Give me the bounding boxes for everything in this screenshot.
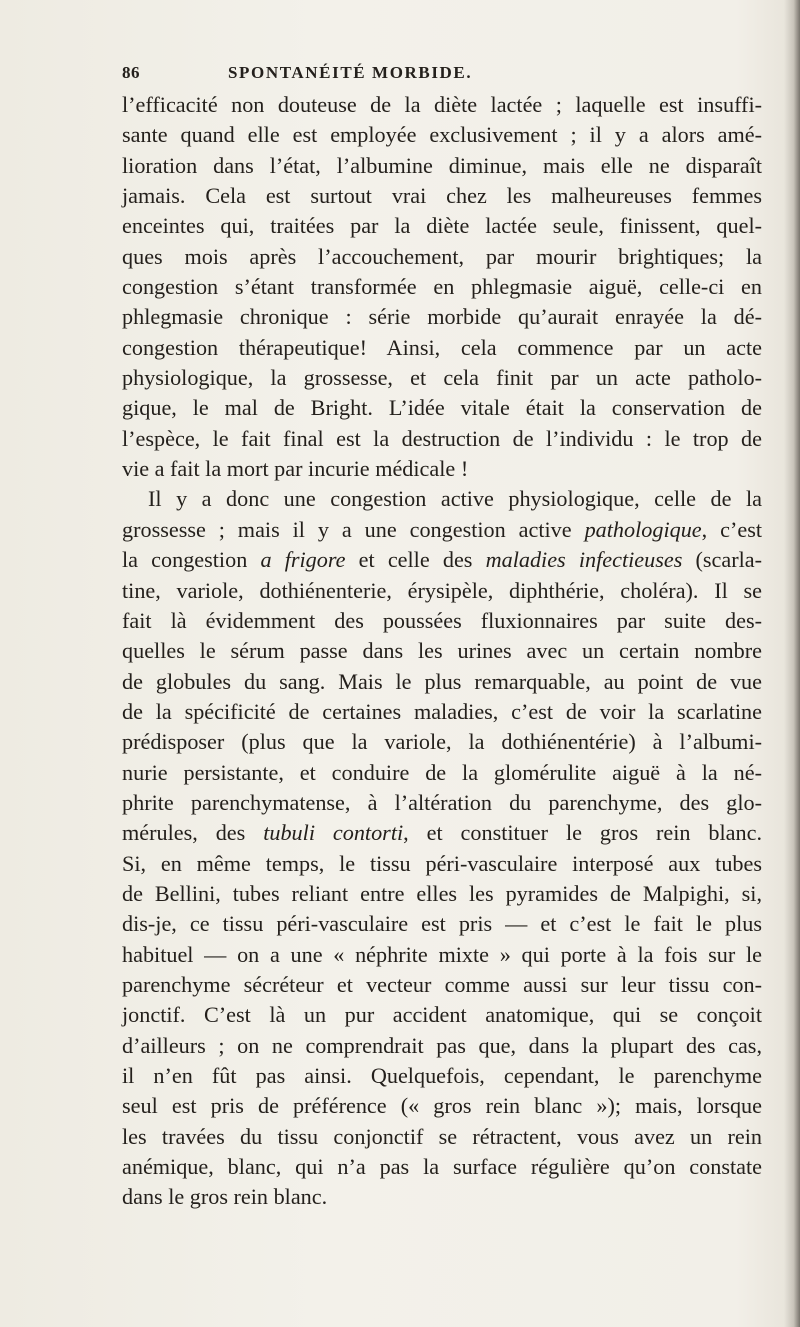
- running-title: SPONTANÉITÉ MORBIDE.: [228, 63, 473, 82]
- text-run: sante quand elle est employée exclusivement ; il y a alors amé-: [122, 122, 762, 148]
- text-line: [122, 545, 762, 575]
- text-run: (scarla-: [682, 547, 763, 573]
- text-line: [122, 1000, 762, 1030]
- text-run: les travées du tissu conjonctif se rétractent, vous avez un rein: [122, 1123, 762, 1149]
- text-run: jamais. Cela est surtout vrai chez les malheureuses femmes: [122, 183, 762, 209]
- text-line: [122, 576, 762, 606]
- text-line: [122, 697, 762, 727]
- text-line: [122, 788, 762, 818]
- text-run: congestion s’étant transformée en phlegmasie aiguë, celle-ci en: [122, 274, 762, 300]
- page-header: [122, 50, 762, 80]
- text-line: [122, 90, 762, 120]
- text-line: [122, 606, 762, 636]
- paragraph: [122, 484, 762, 1212]
- text-run: , c’est: [701, 516, 763, 542]
- text-line: [122, 1122, 762, 1152]
- text-run: de Bellini, tubes reliant entre elles les pyramides de Malpighi, si,: [122, 880, 762, 906]
- text-run: habituel — on a une « néphrite mixte » qui porte à la fois sur le: [122, 941, 762, 967]
- text-line: [122, 667, 762, 697]
- text-run: de la spécificité de certaines maladies, c’est de voir la scarlatine: [122, 698, 762, 724]
- text-run: phrite parenchymatense, à l’altération du parenchyme, des glo-: [122, 789, 762, 815]
- text-line: [122, 242, 762, 272]
- text-line: [122, 636, 762, 666]
- text-run: Il y a donc une congestion active physiologique, celle de la: [148, 486, 762, 512]
- text-line: [122, 970, 762, 1000]
- text-run: mérules, des: [122, 820, 264, 846]
- text-run: grossesse ; mais il y a une congestion active: [122, 516, 585, 542]
- text-line: [122, 940, 762, 970]
- text-run: phlegmasie chronique : série morbide qu’aurait enrayée la dé-: [122, 304, 762, 330]
- text-line: [122, 484, 762, 514]
- page-number: 86: [122, 63, 140, 82]
- text-line: [122, 1091, 762, 1121]
- text-run: tine, variole, dothiénenterie, érysipèle, diphthérie, choléra). Il se: [122, 577, 762, 603]
- text-line: [122, 333, 762, 363]
- text-run: , et constituer le gros rein blanc.: [403, 820, 763, 846]
- text-run: ques mois après l’accouchement, par mourir brightiques; la: [122, 243, 762, 269]
- text-line: [122, 151, 762, 181]
- page-edge-shadow: [784, 0, 800, 1327]
- text-line: [122, 302, 762, 332]
- text-line: [122, 181, 762, 211]
- text-run: physiologique, la grossesse, et cela finit par un acte patholo-: [122, 365, 762, 391]
- italic-text: tubuli contorti: [263, 820, 404, 846]
- text-run: enceintes qui, traitées par la diète lactée seule, finissent, quel-: [122, 213, 762, 239]
- text-run: l’espèce, le fait final est la destruction de l’individu : le trop de: [122, 425, 762, 451]
- text-line: [122, 515, 762, 545]
- text-run: jonctif. C’est là un pur accident anatomique, qui se conçoit: [122, 1002, 762, 1028]
- text-line: [122, 363, 762, 393]
- text-run: la congestion: [122, 547, 261, 573]
- text-line: [122, 424, 762, 454]
- text-line: [122, 879, 762, 909]
- text-line: [122, 1182, 762, 1212]
- text-line: [122, 1061, 762, 1091]
- text-run: dis-je, ce tissu péri-vasculaire est pris — et c’est le fait le plus: [122, 911, 762, 937]
- text-line: [122, 272, 762, 302]
- text-run: l’efficacité non douteuse de la diète lactée ; laquelle est insuffi-: [122, 92, 762, 117]
- text-run: parenchyme sécréteur et vecteur comme aussi sur leur tissu con-: [122, 971, 762, 997]
- text-run: et celle des: [345, 547, 486, 573]
- text-line: [122, 454, 762, 484]
- text-line: [122, 818, 762, 848]
- text-run: vie a fait la mort par incurie médicale !: [122, 456, 469, 482]
- text-run: de globules du sang. Mais le plus remarquable, au point de vue: [122, 668, 762, 694]
- text-line: [122, 909, 762, 939]
- text-run: anémique, blanc, qui n’a pas la surface régulière qu’on constate: [122, 1154, 762, 1180]
- text-run: gique, le mal de Bright. L’idée vitale était la conservation de: [122, 395, 762, 421]
- paragraph: [122, 90, 762, 484]
- text-run: fait là évidemment des poussées fluxionnaires par suite des-: [122, 607, 762, 633]
- text-run: nurie persistante, et conduire de la glomérulite aiguë à la né-: [122, 759, 762, 785]
- text-run: seul est pris de préférence (« gros rein blanc »); mais, lorsque: [122, 1093, 762, 1119]
- italic-text: maladies infectieuses: [485, 547, 683, 573]
- text-run: dans le gros rein blanc.: [122, 1184, 328, 1210]
- body-text: [122, 90, 762, 1213]
- text-run: quelles le sérum passe dans les urines avec un certain nombre: [122, 638, 762, 664]
- text-line: [122, 1152, 762, 1182]
- text-run: Si, en même temps, le tissu péri-vasculaire interposé aux tubes: [122, 850, 762, 876]
- text-line: [122, 849, 762, 879]
- text-line: [122, 758, 762, 788]
- italic-text: a frigore: [260, 547, 346, 573]
- text-line: [122, 393, 762, 423]
- text-line: [122, 1031, 762, 1061]
- text-run: lioration dans l’état, l’albumine diminue, mais elle ne disparaît: [122, 152, 762, 178]
- text-run: prédisposer (plus que la variole, la dothiénentérie) à l’albumi-: [122, 729, 762, 755]
- text-line: [122, 727, 762, 757]
- text-run: d’ailleurs ; on ne comprendrait pas que, dans la plupart des cas,: [122, 1032, 762, 1058]
- text-line: [122, 211, 762, 241]
- text-run: congestion thérapeutique! Ainsi, cela commence par un acte: [122, 334, 762, 360]
- italic-text: pathologique: [584, 516, 702, 542]
- text-line: [122, 120, 762, 150]
- text-run: il n’en fût pas ainsi. Quelquefois, cependant, le parenchyme: [122, 1063, 762, 1088]
